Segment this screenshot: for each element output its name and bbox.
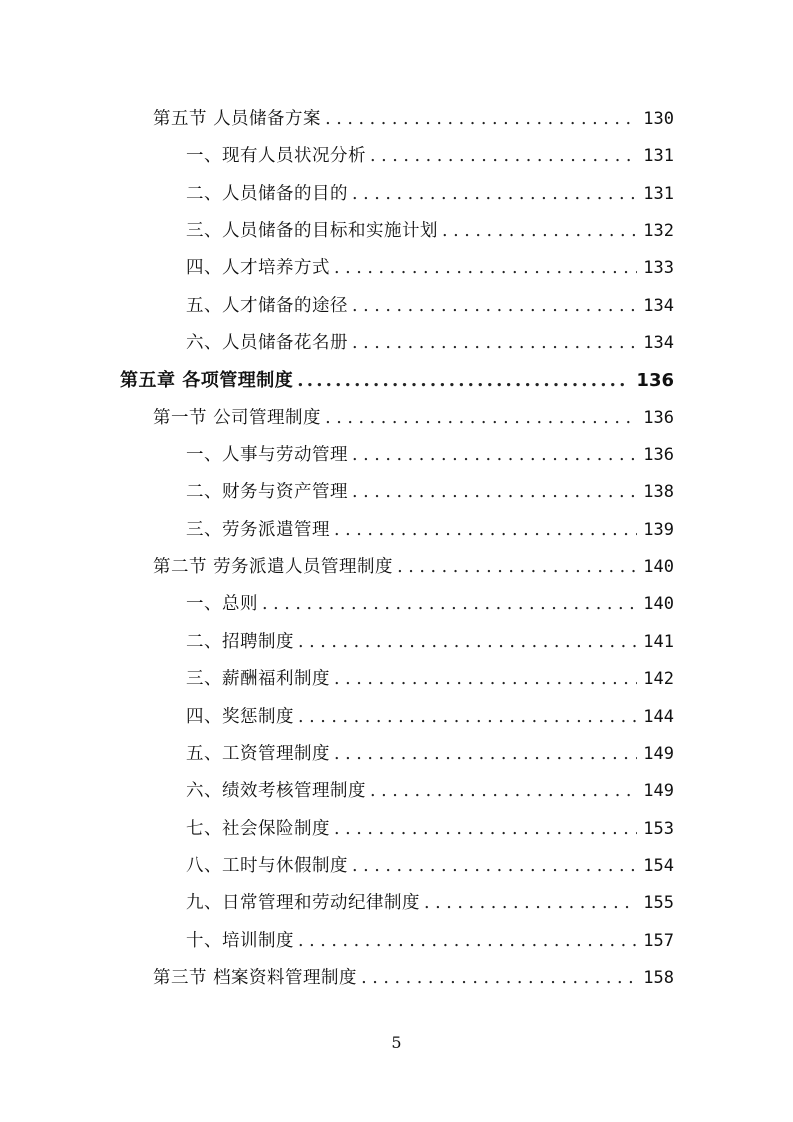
toc-entry-page-number: 131 <box>643 146 674 167</box>
toc-dot-leader <box>352 176 637 213</box>
toc-entry-page-number: 130 <box>643 109 674 129</box>
toc-entry-row <box>186 624 674 661</box>
toc-entry-page-number: 144 <box>643 706 674 727</box>
toc-entry-title: 十、培训制度 <box>186 930 294 951</box>
toc-dot-leader <box>352 288 637 325</box>
toc-entry-title: 第二节 劳务派遣人员管理制度 <box>153 557 394 578</box>
toc-entry-title: 二、招聘制度 <box>186 631 294 652</box>
toc-entry-row <box>153 101 674 138</box>
toc-subsection-entry[interactable] <box>0 138 793 175</box>
toc-entry-title: 五、人才储备的途径 <box>186 295 348 316</box>
toc-entry-row <box>186 437 674 474</box>
toc-entry-page-number: 134 <box>643 333 674 354</box>
toc-dot-leader <box>334 512 637 549</box>
toc-subsection-entry[interactable] <box>0 923 793 960</box>
toc-entry-row <box>186 923 674 960</box>
toc-subsection-entry[interactable] <box>0 773 793 810</box>
toc-entry-title: 一、总则 <box>186 594 258 615</box>
toc-subsection-entry[interactable] <box>0 885 793 922</box>
toc-section-entry[interactable] <box>0 400 793 437</box>
toc-subsection-entry[interactable] <box>0 624 793 661</box>
toc-dot-leader <box>298 699 637 736</box>
toc-entry-page-number: 139 <box>643 519 674 540</box>
toc-entry-page-number: 158 <box>643 967 674 988</box>
toc-entry-page-number: 154 <box>643 855 674 876</box>
toc-entry-row <box>186 661 674 698</box>
table-of-contents <box>0 101 793 997</box>
toc-subsection-entry[interactable] <box>0 474 793 511</box>
toc-subsection-entry[interactable] <box>0 213 793 250</box>
toc-dot-leader <box>352 848 637 885</box>
toc-entry-page-number: 149 <box>643 743 674 764</box>
toc-dot-leader <box>352 474 637 511</box>
toc-subsection-entry[interactable] <box>0 811 793 848</box>
toc-entry-title: 九、日常管理和劳动纪律制度 <box>186 893 420 914</box>
toc-entry-page-number: 133 <box>643 258 674 279</box>
toc-subsection-entry[interactable] <box>0 250 793 287</box>
toc-entry-row <box>186 512 674 549</box>
toc-dot-leader <box>397 549 637 586</box>
toc-subsection-entry[interactable] <box>0 848 793 885</box>
toc-subsection-entry[interactable] <box>0 736 793 773</box>
toc-entry-title: 七、社会保险制度 <box>186 818 330 839</box>
toc-subsection-entry[interactable] <box>0 288 793 325</box>
toc-entry-row <box>153 549 674 586</box>
toc-subsection-entry[interactable] <box>0 661 793 698</box>
page-number: 5 <box>391 1033 402 1052</box>
toc-dot-leader <box>370 773 637 810</box>
toc-entry-row <box>186 288 674 325</box>
toc-entry-page-number: 141 <box>643 631 674 652</box>
toc-subsection-entry[interactable] <box>0 325 793 362</box>
toc-entry-row <box>186 811 674 848</box>
toc-dot-leader <box>334 250 637 287</box>
toc-dot-leader <box>262 586 637 623</box>
toc-entry-title: 四、奖惩制度 <box>186 706 294 727</box>
toc-dot-leader <box>325 400 637 437</box>
toc-entry-title: 第五节 人员储备方案 <box>153 109 322 129</box>
toc-entry-row <box>186 474 674 511</box>
toc-entry-title: 一、现有人员状况分析 <box>186 146 366 167</box>
toc-entry-page-number: 140 <box>643 557 674 578</box>
toc-subsection-entry[interactable] <box>0 586 793 623</box>
toc-entry-title: 四、人才培养方式 <box>186 258 330 279</box>
toc-dot-leader <box>298 923 637 960</box>
toc-entry-row <box>186 176 674 213</box>
toc-entry-row <box>153 400 674 437</box>
toc-dot-leader <box>298 624 637 661</box>
toc-entry-row <box>186 325 674 362</box>
toc-entry-title: 第一节 公司管理制度 <box>153 407 322 428</box>
toc-dot-leader <box>297 362 630 399</box>
toc-dot-leader <box>361 960 637 997</box>
toc-entry-page-number: 149 <box>643 781 674 802</box>
toc-entry-title: 第五章 各项管理制度 <box>120 370 294 392</box>
toc-entry-page-number: 134 <box>643 295 674 316</box>
toc-subsection-entry[interactable] <box>0 437 793 474</box>
toc-entry-page-number: 157 <box>643 930 674 951</box>
toc-entry-row <box>153 960 674 997</box>
toc-dot-leader <box>370 138 637 175</box>
toc-dot-leader <box>334 811 637 848</box>
toc-entry-title: 三、人员储备的目标和实施计划 <box>186 221 438 242</box>
toc-entry-row <box>186 736 674 773</box>
toc-subsection-entry[interactable] <box>0 512 793 549</box>
toc-dot-leader <box>352 437 637 474</box>
toc-subsection-entry[interactable] <box>0 176 793 213</box>
toc-dot-leader <box>352 325 637 362</box>
toc-dot-leader <box>442 213 637 250</box>
toc-dot-leader <box>424 885 637 922</box>
toc-entry-row <box>120 362 674 399</box>
toc-entry-page-number: 153 <box>643 818 674 839</box>
toc-entry-title: 二、财务与资产管理 <box>186 482 348 503</box>
toc-entry-row <box>186 213 674 250</box>
toc-chapter-entry[interactable] <box>0 362 793 399</box>
toc-dot-leader <box>334 736 637 773</box>
toc-entry-row <box>186 773 674 810</box>
toc-entry-row <box>186 848 674 885</box>
toc-section-entry[interactable] <box>0 549 793 586</box>
toc-entry-title: 二、人员储备的目的 <box>186 183 348 204</box>
toc-entry-row <box>186 699 674 736</box>
toc-entry-title: 六、人员储备花名册 <box>186 333 348 354</box>
toc-subsection-entry[interactable] <box>0 699 793 736</box>
toc-entry-page-number: 140 <box>643 594 674 615</box>
toc-entry-title: 三、劳务派遣管理 <box>186 519 330 540</box>
toc-entry-page-number: 136 <box>636 370 674 392</box>
toc-entry-page-number: 131 <box>643 183 674 204</box>
toc-entry-row <box>186 586 674 623</box>
toc-dot-leader <box>325 101 637 138</box>
toc-entry-page-number: 132 <box>643 221 674 242</box>
toc-entry-page-number: 155 <box>643 893 674 914</box>
toc-entry-page-number: 142 <box>643 669 674 690</box>
toc-entry-title: 六、绩效考核管理制度 <box>186 781 366 802</box>
toc-entry-page-number: 136 <box>643 445 674 466</box>
toc-entry-title: 五、工资管理制度 <box>186 743 330 764</box>
toc-section-entry[interactable] <box>0 960 793 997</box>
toc-entry-row <box>186 138 674 175</box>
toc-entry-page-number: 136 <box>643 407 674 428</box>
toc-section-entry[interactable] <box>0 101 793 138</box>
toc-entry-title: 第三节 档案资料管理制度 <box>153 967 358 988</box>
toc-entry-title: 八、工时与休假制度 <box>186 855 348 876</box>
toc-entry-row <box>186 885 674 922</box>
toc-dot-leader <box>334 661 637 698</box>
toc-entry-page-number: 138 <box>643 482 674 503</box>
toc-entry-title: 三、薪酬福利制度 <box>186 669 330 690</box>
toc-entry-title: 一、人事与劳动管理 <box>186 445 348 466</box>
toc-entry-row <box>186 250 674 287</box>
